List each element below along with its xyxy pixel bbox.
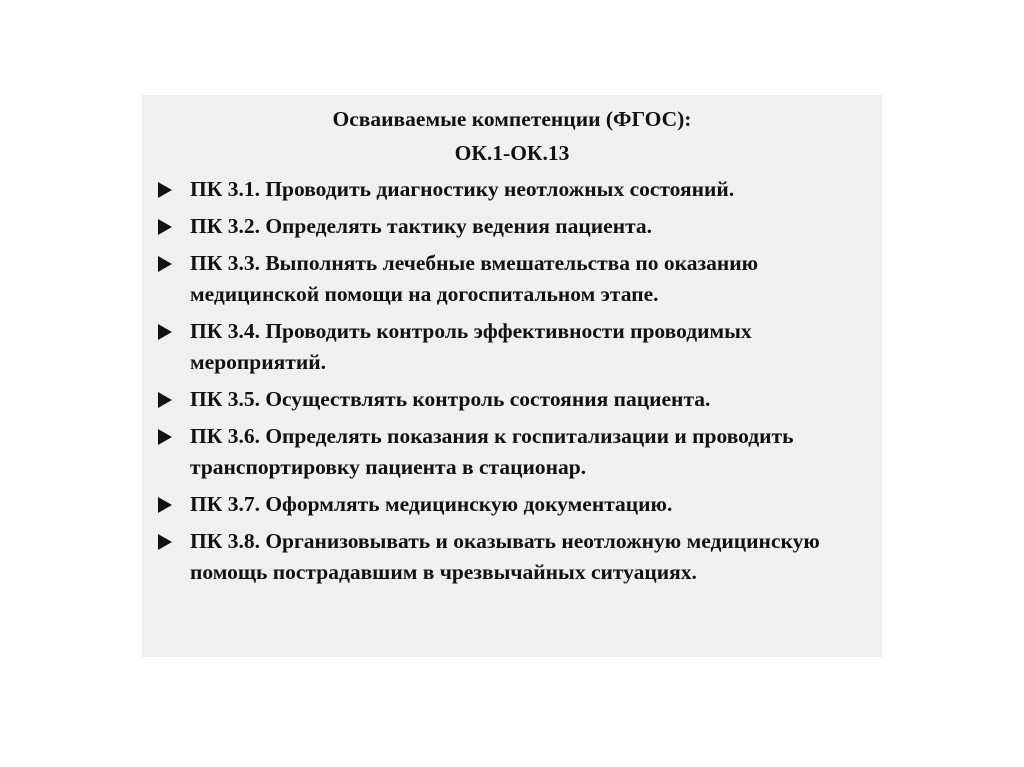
list-item xyxy=(156,421,872,483)
list-item xyxy=(156,526,872,588)
list-item-text: ПК 3.6. Определять показания к госпитализации и проводить транспортировку пациента в стационар. xyxy=(190,424,794,479)
content-panel xyxy=(142,95,882,657)
triangle-right-icon xyxy=(156,384,174,415)
list-item-text: ПК 3.7. Оформлять медицинскую документацию. xyxy=(190,492,673,516)
triangle-right-icon xyxy=(156,174,174,205)
triangle-right-icon xyxy=(156,526,174,557)
list-item-text: ПК 3.2. Определять тактику ведения пациента. xyxy=(190,214,653,238)
triangle-right-icon xyxy=(156,316,174,347)
triangle-right-icon xyxy=(156,248,174,279)
list-item-text: ПК 3.5. Осуществлять контроль состояния пациента. xyxy=(190,387,711,411)
list-item xyxy=(156,211,872,242)
list-item xyxy=(156,248,872,310)
list-item-text: ПК 3.8. Организовывать и оказывать неотложную медицинскую помощь пострадавшим в чрезвычайных ситуациях. xyxy=(190,529,820,584)
triangle-right-icon xyxy=(156,421,174,452)
slide-title: Осваиваемые компетенции (ФГОС): xyxy=(332,107,692,131)
competency-list xyxy=(156,174,872,594)
list-item xyxy=(156,174,872,205)
list-item xyxy=(156,384,872,415)
list-item xyxy=(156,316,872,378)
slide-subtitle: ОК.1-ОК.13 xyxy=(454,141,570,165)
list-item-text: ПК 3.4. Проводить контроль эффективности проводимых мероприятий. xyxy=(190,319,752,374)
triangle-right-icon xyxy=(156,211,174,242)
list-item xyxy=(156,489,872,520)
triangle-right-icon xyxy=(156,489,174,520)
list-item-text: ПК 3.3. Выполнять лечебные вмешательства по оказанию медицинской помощи на догоспитальном этапе. xyxy=(190,251,759,306)
list-item-text: ПК 3.1. Проводить диагностику неотложных состояний. xyxy=(190,177,735,201)
